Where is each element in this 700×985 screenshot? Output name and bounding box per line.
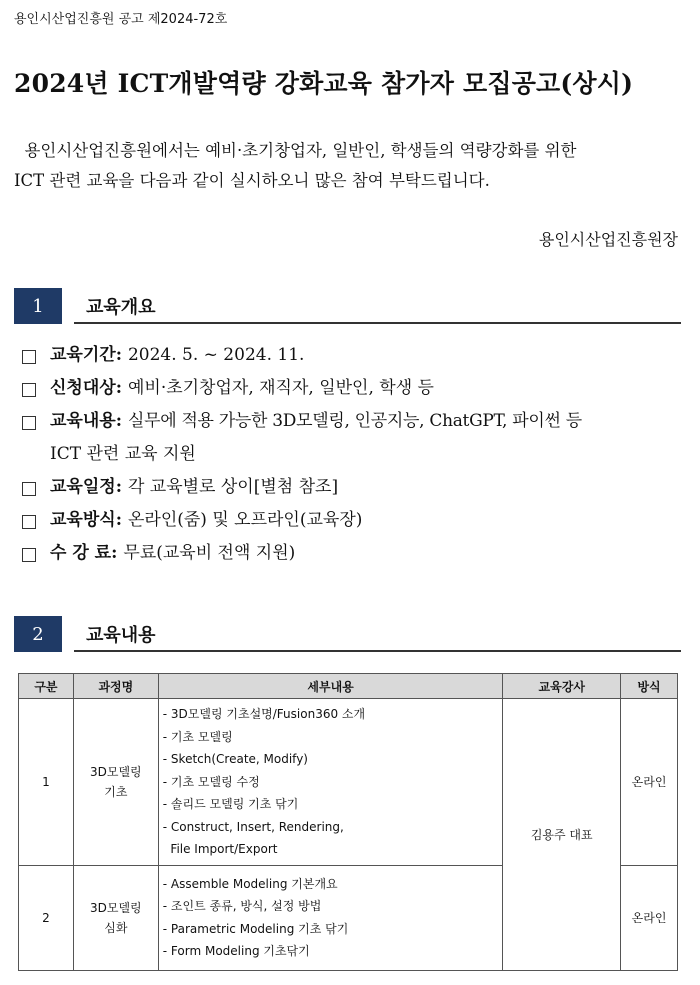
detail-line: - Construct, Insert, Rendering, <box>162 819 344 834</box>
detail-line: - Assemble Modeling 기본개요 <box>162 876 338 891</box>
checkbox-square-icon <box>22 350 36 364</box>
row-no: 1 <box>19 699 74 866</box>
section1-title: 교육개요 <box>86 297 156 318</box>
item-value: 2024. 5. ~ 2024. 11. <box>127 345 305 365</box>
signer: 용인시산업진흥원장 <box>538 230 678 249</box>
row-details <box>158 865 503 970</box>
notice-number: 용인시산업진흥원 공고 제2024-72호 <box>14 12 228 27</box>
row-details <box>158 699 503 866</box>
checkbox-square-icon <box>22 482 36 496</box>
item-value: 각 교육별로 상이[별첨 참조] <box>127 477 339 497</box>
row-instructor: 김용주 대표 <box>503 699 621 971</box>
checkbox-square-icon <box>22 383 36 397</box>
page-title: 2024년 ICT개발역량 강화교육 참가자 모집공고(상시) <box>14 69 634 98</box>
row-no: 2 <box>19 865 74 970</box>
header-method: 방식 <box>621 674 678 699</box>
detail-line: - Sketch(Create, Modify) <box>162 752 308 766</box>
section1-number: 1 <box>14 288 62 324</box>
row-method: 온라인 <box>621 865 678 970</box>
section2-header <box>14 616 680 652</box>
item-label: 교육일정: <box>50 477 122 497</box>
detail-line: - Form Modeling 기초닦기 <box>162 944 310 958</box>
item-value: 실무에 적용 가능한 3D모델링, 인공지능, ChatGPT, 파이썬 등 <box>127 411 582 431</box>
overview-item-fee <box>22 537 680 570</box>
header-course: 과정명 <box>73 674 158 699</box>
course-line: 3D모델링 <box>90 900 142 915</box>
intro-paragraph <box>14 136 680 196</box>
item-value-continuation: ICT 관련 교육 지원 <box>50 444 196 464</box>
row-method: 온라인 <box>621 699 678 866</box>
item-value: 무료(교육비 전액 지원) <box>123 543 296 563</box>
checkbox-square-icon <box>22 548 36 562</box>
section1-divider <box>74 322 681 324</box>
header-details: 세부내용 <box>158 674 503 699</box>
section1-header <box>14 288 680 324</box>
detail-line: - 3D모델링 기초설명/Fusion360 소개 <box>162 707 366 721</box>
detail-line: - 기초 모델링 <box>162 729 233 744</box>
section2-divider <box>74 650 681 652</box>
intro-line-2: ICT 관련 교육을 다음과 같이 실시하오니 많은 참여 부탁드립니다. <box>14 171 490 190</box>
detail-line: - 솔리드 모델링 기초 닦기 <box>162 797 299 811</box>
checkbox-square-icon <box>22 515 36 529</box>
header-instructor: 교육강사 <box>503 674 621 699</box>
detail-line: - Parametric Modeling 기초 닦기 <box>162 921 349 936</box>
header-no: 구분 <box>19 674 74 699</box>
detail-line: - 조인트 종류, 방식, 설정 방법 <box>162 899 322 913</box>
overview-item-period <box>22 339 680 372</box>
intro-line-1: 용인시산업진흥원에서는 예비·초기창업자, 일반인, 학생들의 역량강화를 위한 <box>14 141 577 160</box>
item-label: 교육내용: <box>50 411 122 431</box>
overview-list <box>22 339 680 570</box>
item-value: 예비·초기창업자, 재직자, 일반인, 학생 등 <box>127 378 434 398</box>
table-header-row <box>19 674 678 699</box>
row-course <box>73 865 158 970</box>
row-course <box>73 699 158 866</box>
item-label: 교육기간: <box>50 345 122 365</box>
overview-item-target <box>22 372 680 405</box>
item-value: 온라인(줌) 및 오프라인(교육장) <box>127 510 363 530</box>
detail-line: - 기초 모델링 수정 <box>162 774 260 789</box>
overview-item-schedule <box>22 471 680 504</box>
item-label: 신청대상: <box>50 378 122 398</box>
table-row <box>19 699 678 866</box>
course-line: 기초 <box>104 784 128 799</box>
item-label: 수 강 료: <box>50 543 118 563</box>
course-table <box>18 673 678 971</box>
overview-item-content <box>22 405 680 438</box>
course-line: 심화 <box>104 920 128 935</box>
overview-item-method <box>22 504 680 537</box>
section2-number: 2 <box>14 616 62 652</box>
course-line: 3D모델링 <box>90 764 142 779</box>
checkbox-square-icon <box>22 416 36 430</box>
section2-title: 교육내용 <box>86 625 156 646</box>
detail-line: File Import/Export <box>162 842 278 856</box>
item-label: 교육방식: <box>50 510 122 530</box>
